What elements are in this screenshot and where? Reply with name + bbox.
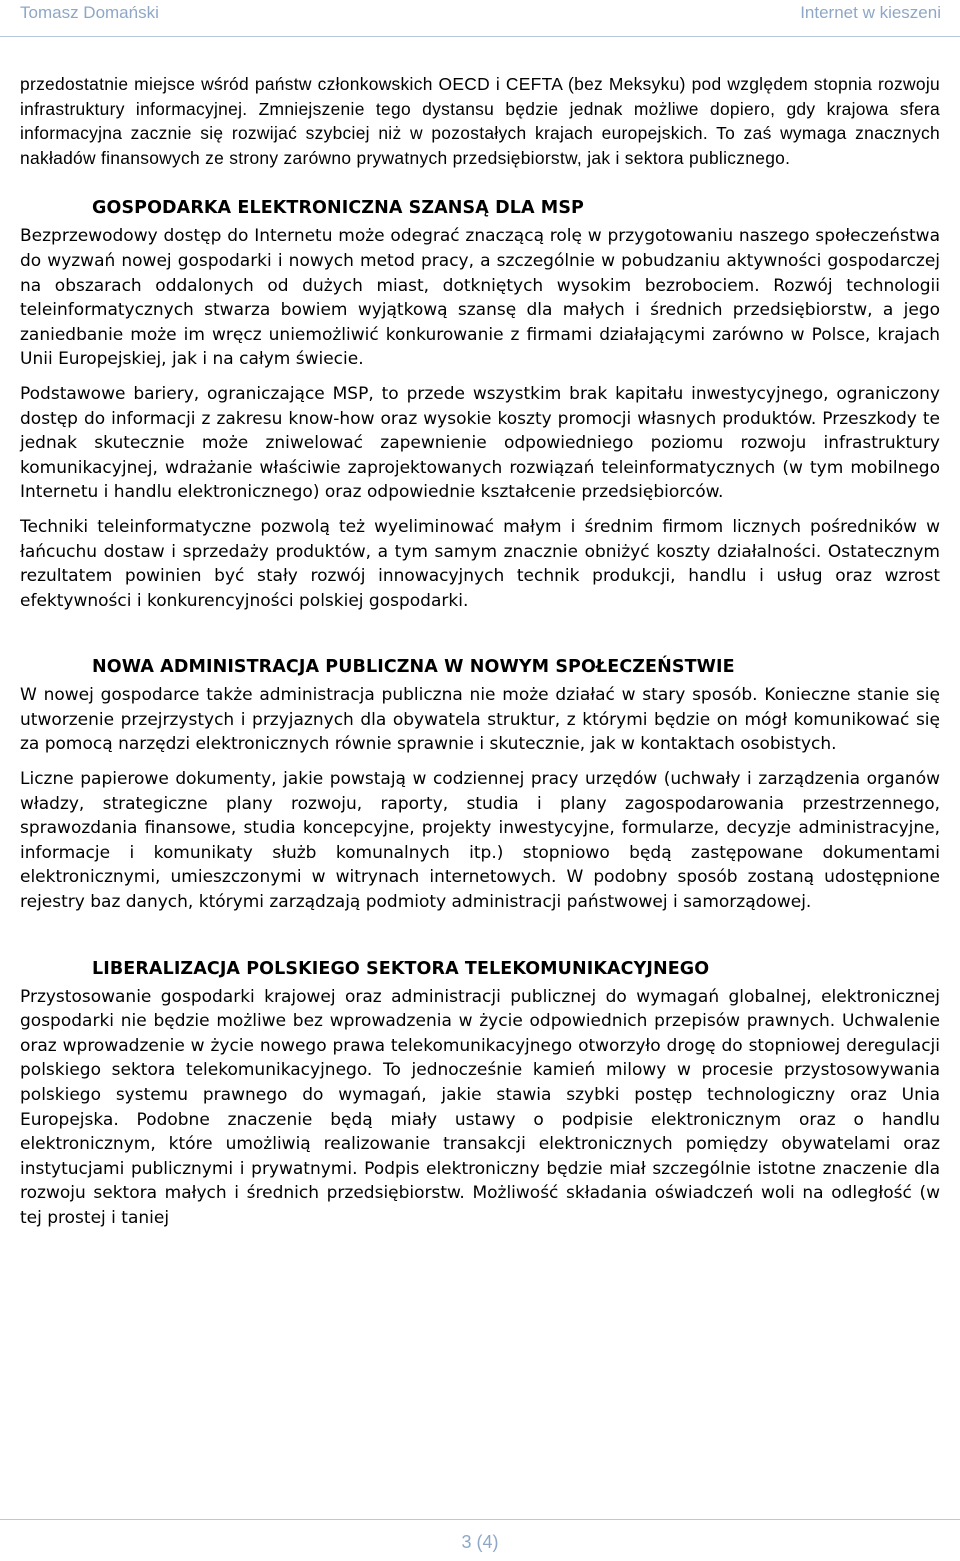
page-number: 3 (4) xyxy=(461,1532,499,1552)
footer-divider xyxy=(0,1519,960,1520)
section-heading: GOSPODARKA ELEKTRONICZNA SZANSĄ DLA MSP xyxy=(92,198,584,219)
paragraph: W nowej gospodarce także administracja publiczna nie może działać w stary sposób. Konieczne stanie się utworzenie przejrzystych i przyjaznych dla obywatela struktur, z którymi będzie on mógł komunikować się za pomocą narzędzi elektronicznych równie sprawnie i skutecznie, jak w kontaktach osobistych. xyxy=(20,685,940,755)
header-title: Internet w kieszeni xyxy=(800,3,941,22)
section-msp xyxy=(20,198,940,613)
paragraph: Przystosowanie gospodarki krajowej oraz administracji publicznej do wymagań globalnej, elektronicznej gospodarki nie będzie możliwe bez wprowadzenia w życie odpowiednich przepisów prawnych. Uchwalenie oraz wprowadzenie w życie nowego prawa telekomunikacyjnego otworzyło drogę do stopniowej deregulacji polskiego sektora telekomunikacyjnego. To jednocześnie kamień milowy w procesie przystosowywania polskiego systemu prawnego do wymagań, jakie stawia szybki postęp technologiczny oraz Unia Europejska. Podobne znaczenie będą miały ustawy o podpisie elektronicznym oraz o handlu elektronicznym, które umożliwią realizowanie transakcji elektronicznych pomiędzy obywatelami oraz instytucjami publicznymi i prywatnymi. Podpis elektroniczny będzie miał szczególnie istotne znaczenie dla rozwoju sektora małych i średnich przedsiębiorstw. Możliwość składania oświadczeń woli na odległość (w tej prostej i taniej xyxy=(20,986,940,1228)
intro-paragraph: przedostatnie miejsce wśród państw członkowskich OECD i CEFTA (bez Meksyku) pod względem stopnia rozwoju infrastruktury informacyjnej. Zmniejszenie tego dystansu będzie jednak możliwe dopiero, gdy krajowa sfera informacyjna zacznie się rozwijać szybciej niż w pozostałych krajach europejskich. To zaś wymaga znacznych nakładów finansowych ze strony zarówno prywatnych przedsiębiorstw, jak i sektora publicznego. xyxy=(20,74,940,168)
document-body xyxy=(20,72,940,1231)
header-divider xyxy=(0,36,960,37)
header-author: Tomasz Domański xyxy=(20,3,159,22)
paragraph: Podstawowe bariery, ograniczające MSP, to przede wszystkim brak kapitału inwestycyjnego, ograniczony dostęp do informacji z zakresu know-how oraz wysokie koszty promocji własnych produktów. Przeszkody te jednak skutecznie może zniwelować zapewnienie odpowiedniego poziomu rozwoju infrastruktury komunikacyjnej, wdrażanie właściwie zaprojektowanych rozwiązań teleinformatycznych (w tym mobilnego Internetu i handlu elektronicznego) oraz odpowiednie kształcenie przedsiębiorców. xyxy=(20,383,940,503)
section-heading: NOWA ADMINISTRACJA PUBLICZNA W NOWYM SPOŁECZEŃSTWIE xyxy=(92,657,735,678)
section-heading: LIBERALIZACJA POLSKIEGO SEKTORA TELEKOMUNIKACYJNEGO xyxy=(92,958,710,979)
page-header xyxy=(0,0,960,38)
paragraph: Techniki teleinformatyczne pozwolą też wyeliminować małym i średnim firmom licznych pośredników w łańcuchu dostaw i sprzedaży produktów, a tym samym znacznie obniżyć koszty działalności. Ostatecznym rezultatem powinien być stały rozwój innowacyjnych technik produkcji, handlu i usług oraz wzrost efektywności i konkurencyjności polskiej gospodarki. xyxy=(20,516,940,611)
section-telecom xyxy=(20,959,940,1231)
paragraph: Liczne papierowe dokumenty, jakie powstają w codziennej pracy urzędów (uchwały i zarządzenia organów władzy, strategiczne plany rozwoju, raporty, studia i plany zagospodarowania przestrzennego, sprawozdania finansowe, studia koncepcyjne, projekty inwestycyjne, formularze, decyzje administracyjne, informacje i komunikaty służb komunalnych itp.) stopniowo będą zastępowane dokumentami elektronicznymi, umieszczonymi w witrynach internetowych. W podobny sposób zostaną udostępnione rejestry baz danych, którymi zarządzają podmioty administracji państwowej i samorządowej. xyxy=(20,769,940,913)
paragraph: Bezprzewodowy dostęp do Internetu może odegrać znaczącą rolę w przygotowaniu naszego społeczeństwa do wyzwań nowej gospodarki i nowych metod pracy, a szczególnie w pobudzaniu aktywności gospodarczej na obszarach oddalonych od dużych miast, dotkniętych wysokim bezrobociem. Rozwój technologii teleinformatycznych stwarza bowiem wyjątkową szansę dla małych i średnich przedsiębiorstw, a jego zaniedbanie może im wręcz uniemożliwić konkurowanie z firmami działającymi zarówno w Polsce, krajach Unii Europejskiej, jak i na całym świecie. xyxy=(20,226,940,370)
section-administration xyxy=(20,657,940,914)
